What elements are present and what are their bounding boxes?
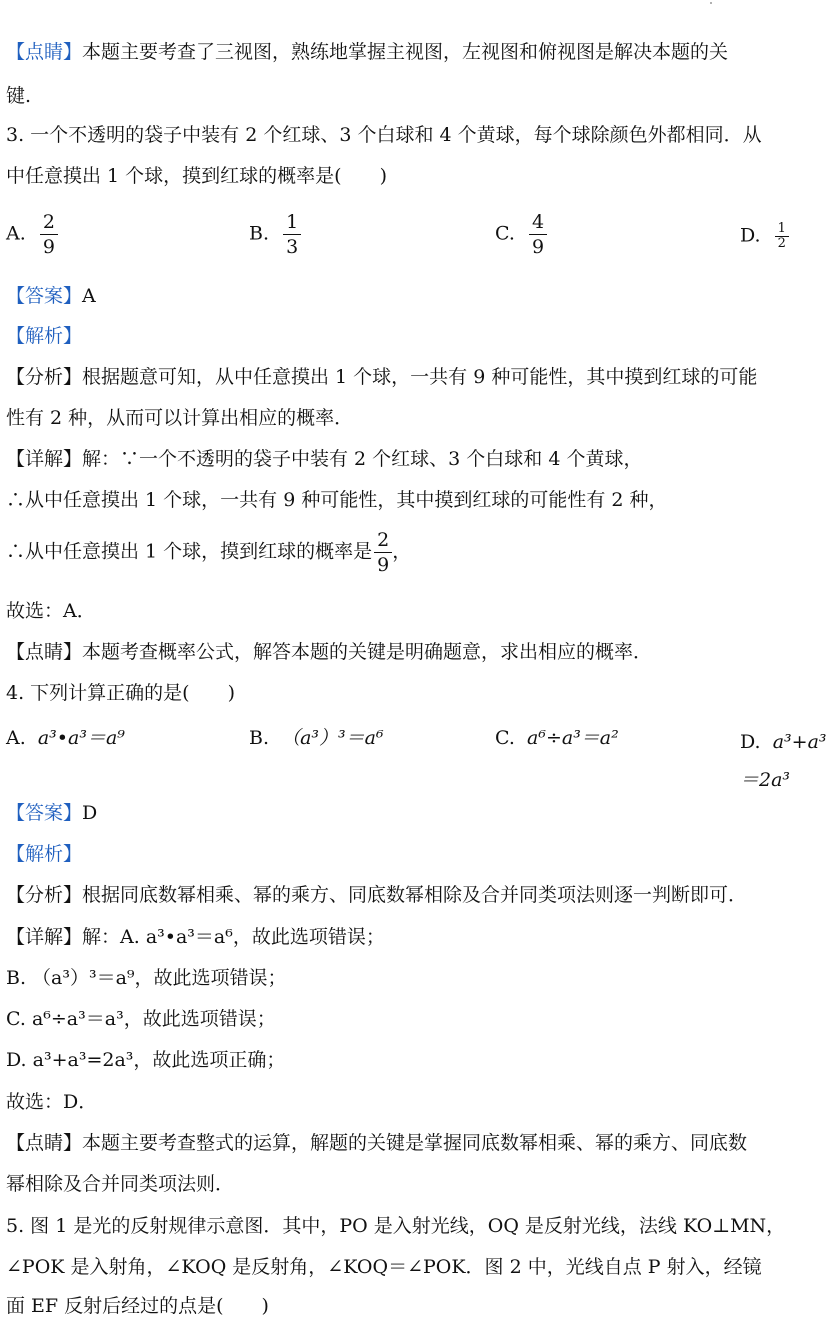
q4-option-c: C. a⁶÷a³＝a² [495, 727, 619, 749]
q4-stem: 4. 下列计算正确的是( ) [6, 682, 235, 704]
q4-option-a: A. a³•a³＝a⁹ [6, 727, 125, 749]
q3-fenxi-cont: 性有 2 种，从而可以计算出相应的概率． [6, 407, 354, 429]
q4-fenxi: 【分析】根据同底数幂相乘、幂的乘方、同底数幂相除及合并同类项法则逐一判断即可． [6, 884, 748, 906]
q4-option-d: D. a³+a³＝2a³ [740, 731, 827, 791]
q4-analysis-label: 【解析】 [6, 843, 83, 865]
q3-dianjing: 【点睛】本题考查概率公式，解答本题的关键是明确题意，求出相应的概率． [6, 641, 653, 663]
fraction: $\frac{4}{9}$ [529, 210, 547, 259]
scan-speck [710, 2, 712, 4]
q4-choose: 故选：D． [6, 1091, 98, 1113]
q5-stem-1: 5. 图 1 是光的反射规律示意图．其中，PO 是入射光线，OQ 是反射光线，法线 KO⊥MN， [6, 1215, 786, 1237]
q4-step-b: B. （a³）³＝a⁹，故此选项错误； [6, 967, 287, 989]
q5-stem-3: 面 EF 反射后经过的点是( ) [6, 1295, 269, 1317]
q3-answer: 【答案】A [6, 285, 96, 307]
q3-option-d: D. $\frac{1}{2}$ [740, 222, 789, 251]
fraction: $\frac{1}{3}$ [283, 210, 301, 259]
q3-stem-1: 3. 一个不透明的袋子中装有 2 个红球、3 个白球和 4 个黄球，每个球除颜色外都相同．从 [6, 124, 762, 146]
q3-analysis-label: 【解析】 [6, 325, 83, 347]
q5-stem-2: ∠POK 是入射角，∠KOQ 是反射角，∠KOQ＝∠POK．图 2 中，光线自点 P 射入，经镜 [6, 1256, 762, 1278]
q4-xiangjie: 【详解】解：A. a³•a³＝a⁶，故此选项错误； [6, 926, 385, 948]
q2-dianjing: 【点睛】本题主要考查了三视图，熟练地掌握主视图，左视图和俯视图是解决本题的关 [6, 41, 729, 63]
q4-dianjing-cont: 幂相除及合并同类项法则． [6, 1173, 235, 1195]
q3-xiangjie: 【详解】解：∵一个不透明的袋子中装有 2 个红球、3 个白球和 4 个黄球， [6, 448, 643, 470]
q3-option-a: A. $\frac{2}{9}$ [6, 210, 58, 259]
q3-fenxi: 【分析】根据题意可知，从中任意摸出 1 个球，一共有 9 种可能性，其中摸到红球的可能 [6, 366, 758, 388]
fraction: $\frac{2}{9}$ [374, 528, 392, 577]
q4-option-b: B. （a³）³＝a⁶ [249, 727, 384, 749]
fraction: $\frac{2}{9}$ [40, 210, 58, 259]
q4-dianjing: 【点睛】本题主要考查整式的运算，解题的关键是掌握同底数幂相乘、幂的乘方、同底数 [6, 1132, 748, 1154]
q3-option-c: C. $\frac{4}{9}$ [495, 210, 547, 259]
q3-step-3: ∴从中任意摸出 1 个球，摸到红球的概率是 $\frac{2}{9}$ ， [6, 529, 412, 576]
q2-dianjing-cont: 键. [6, 85, 32, 107]
q3-step-2: ∴从中任意摸出 1 个球，一共有 9 种可能性，其中摸到红球的可能性有 2 种， [6, 489, 668, 511]
q4-step-d: D. a³+a³=2a³，故此选项正确； [6, 1049, 286, 1071]
q3-choose: 故选：A． [6, 600, 96, 622]
q3-stem-2: 中任意摸出 1 个球，摸到红球的概率是( ) [6, 165, 387, 187]
label-dianjing: 【点睛】 [6, 41, 83, 63]
q4-answer: 【答案】D [6, 802, 98, 824]
q3-option-b: B. $\frac{1}{3}$ [249, 210, 301, 259]
fraction: $\frac{1}{2}$ [775, 222, 789, 251]
q4-step-c: C. a⁶÷a³＝a³，故此选项错误； [6, 1008, 276, 1030]
